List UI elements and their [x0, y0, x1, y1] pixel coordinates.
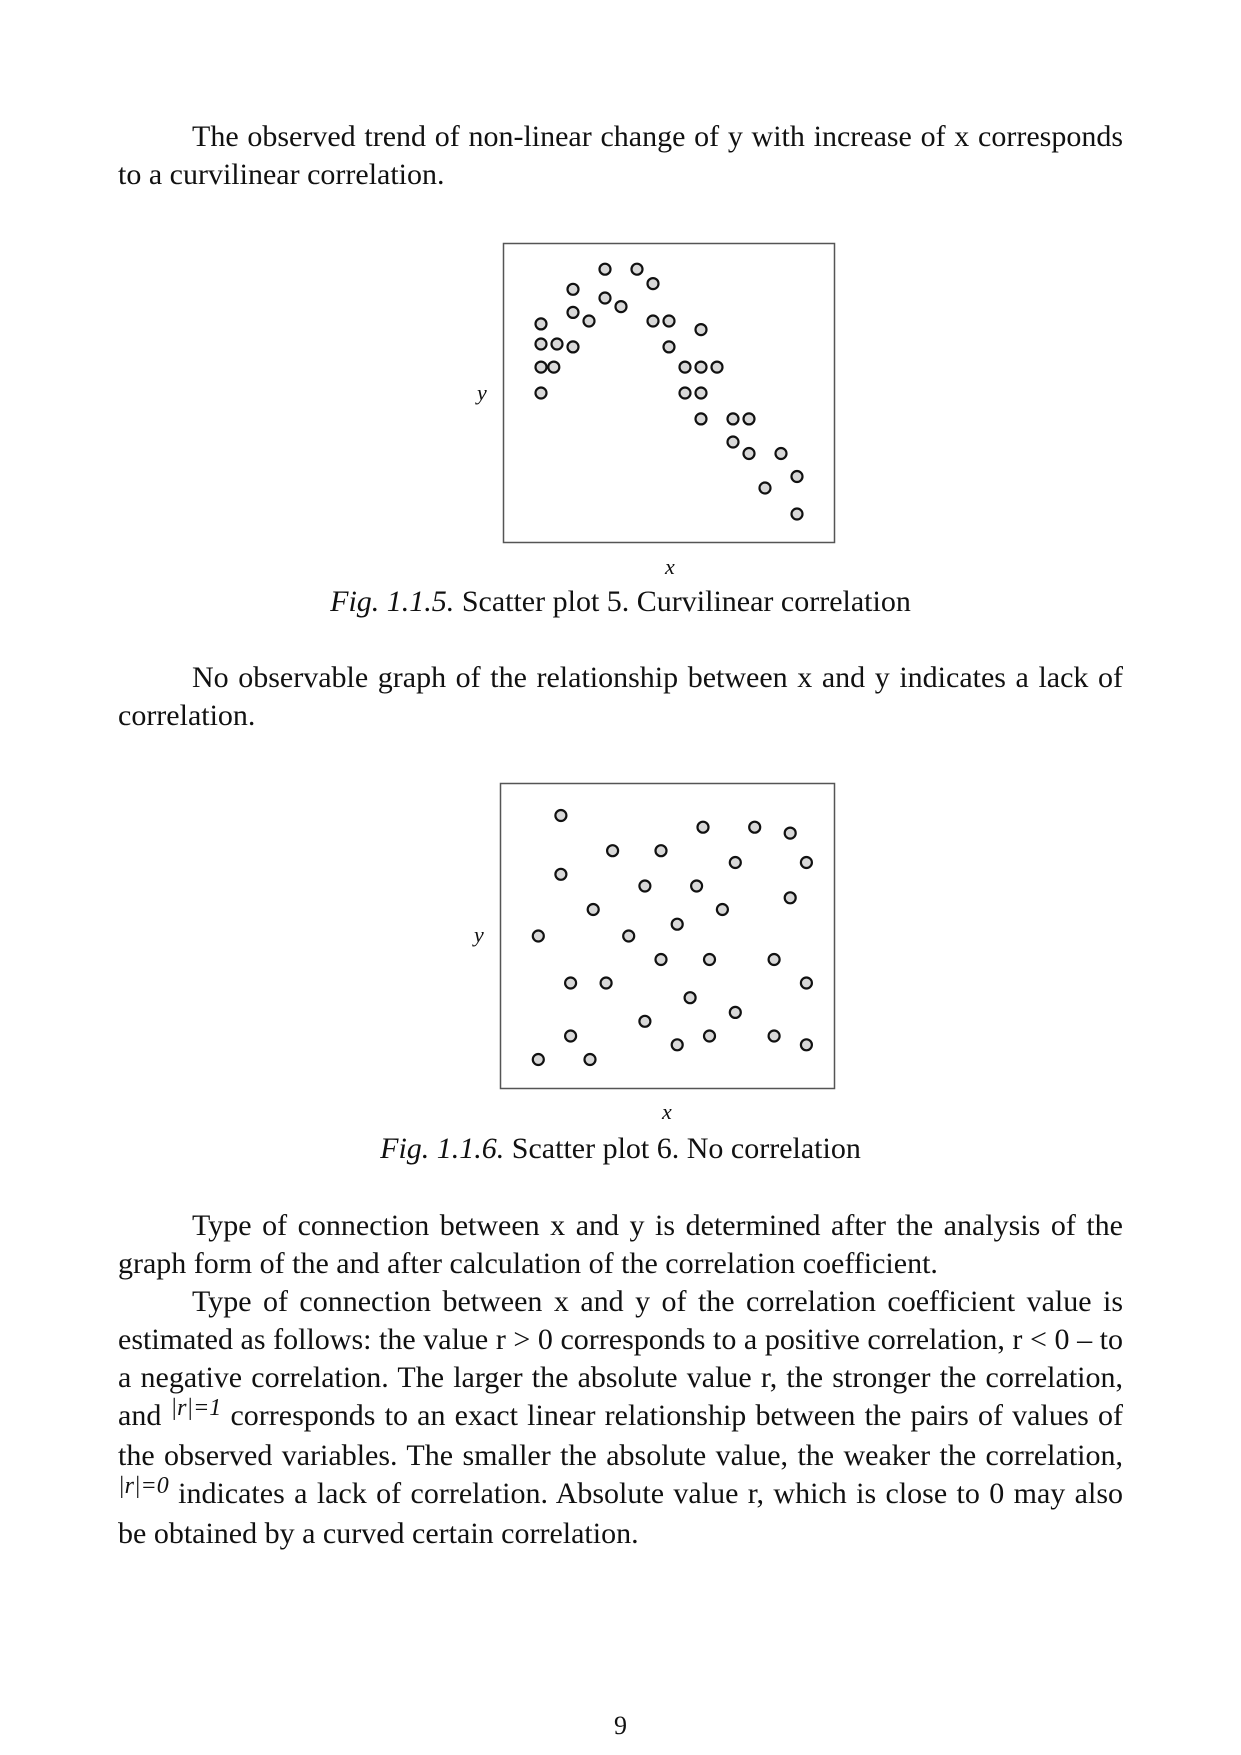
scatter-point	[776, 448, 787, 459]
scatter-point	[717, 904, 728, 915]
scatter-point	[536, 318, 547, 329]
scatter-point	[588, 904, 599, 915]
scatter-point	[704, 954, 715, 965]
scatter-point	[601, 978, 612, 989]
scatter-point	[672, 919, 683, 930]
scatter-point	[730, 857, 741, 868]
scatter-point	[728, 413, 739, 424]
scatter-point	[744, 448, 755, 459]
paragraph-text: Type of connection between x and y is determined after the analysis of the graph form of the and after calculation of the correlation coefficient.	[118, 1209, 1123, 1280]
scatter-point	[760, 483, 771, 494]
scatter-point	[648, 278, 659, 289]
scatter-point	[607, 845, 618, 856]
paragraph-curvilinear	[118, 118, 1123, 194]
scatter-point	[533, 1054, 544, 1065]
page-number: 9	[614, 1711, 627, 1740]
scatter-point	[785, 828, 796, 839]
scatter-point	[785, 892, 796, 903]
scatter-point	[696, 413, 707, 424]
scatter-point	[691, 881, 702, 892]
paragraph-text: corresponds to an exact linear relationship between the pairs of values of the observed variables. The smaller the absolute value, the weaker the correlation,	[118, 1399, 1124, 1472]
figure6-caption-text: Scatter plot 6. No correlation	[504, 1132, 861, 1165]
scatter-point	[623, 931, 634, 942]
scatter-point	[712, 362, 723, 373]
paragraph-no-correlation	[118, 659, 1123, 735]
abs-r-equals-one: |r|=1	[170, 1395, 222, 1421]
scatter-point	[696, 388, 707, 399]
scatter-point	[548, 362, 559, 373]
scatter-point	[600, 293, 611, 304]
figure5-caption-text: Scatter plot 5. Curvilinear correlation	[454, 585, 911, 618]
scatter-point	[552, 339, 563, 350]
scatter-point	[696, 324, 707, 335]
scatter-point	[536, 388, 547, 399]
scatter-point	[704, 1031, 715, 1042]
scatter-point	[565, 978, 576, 989]
figure5-caption-number: Fig. 1.1.5.	[330, 585, 455, 618]
scatter-point	[801, 857, 812, 868]
scatter-point	[656, 954, 667, 965]
scatter-point	[680, 362, 691, 373]
scatter-point	[769, 954, 780, 965]
figure6-caption	[0, 1131, 1241, 1167]
figure5-y-label: y	[477, 380, 487, 405]
scatter-point	[533, 931, 544, 942]
scatter-point	[696, 362, 707, 373]
scatter-point	[801, 1039, 812, 1050]
scatter-point	[616, 301, 627, 312]
scatter-point	[568, 284, 579, 295]
scatter-point	[744, 413, 755, 424]
scatter-point	[555, 810, 566, 821]
figure5-caption	[0, 584, 1241, 620]
scatter-point	[728, 437, 739, 448]
paragraph-coefficient	[118, 1283, 1123, 1553]
scatter-plot-5	[503, 243, 835, 543]
scatter-point	[584, 316, 595, 327]
scatter-point	[648, 316, 659, 327]
scatter-point	[672, 1039, 683, 1050]
scatter-point	[664, 316, 675, 327]
scatter-point	[536, 339, 547, 350]
figure6-y-label: y	[474, 922, 484, 947]
paragraph-text: Type of connection between x and y of the correlation coefficient value is estimated as follows: the value r > 0 corresponds to a positive correlation, r < 0 – to a negative correlation. The larger the absolute value r, the stronger the correlation, and	[118, 1285, 1123, 1432]
scatter-point	[730, 1007, 741, 1018]
scatter-point	[792, 471, 803, 482]
scatter-point	[565, 1031, 576, 1042]
paragraph-text: The observed trend of non-linear change of y with increase of x corresponds to a curvilinear correlation.	[118, 120, 1123, 191]
paragraph-connection-type	[118, 1207, 1123, 1283]
scatter-point	[639, 881, 650, 892]
plot-frame	[501, 784, 835, 1089]
figure5-x-label: x	[665, 554, 675, 579]
scatter-point	[664, 341, 675, 352]
scatter-plot-6	[500, 783, 835, 1089]
scatter-point	[656, 845, 667, 856]
scatter-point	[769, 1031, 780, 1042]
scatter-point	[632, 264, 643, 275]
scatter-point	[685, 992, 696, 1003]
figure6-caption-number: Fig. 1.1.6.	[380, 1132, 505, 1165]
paragraph-text: indicates a lack of correlation. Absolute value r, which is close to 0 may also be obtained by a curved certain correlation.	[118, 1477, 1124, 1550]
scatter-point	[600, 264, 611, 275]
scatter-point	[801, 978, 812, 989]
abs-r-equals-zero: |r|=0	[118, 1473, 169, 1499]
paragraph-text: No observable graph of the relationship between x and y indicates a lack of correlation.	[118, 661, 1123, 732]
scatter-point	[555, 869, 566, 880]
scatter-point	[568, 341, 579, 352]
scatter-point	[568, 307, 579, 318]
scatter-point	[749, 822, 760, 833]
scatter-point	[536, 362, 547, 373]
scatter-point	[792, 509, 803, 520]
scatter-point	[639, 1016, 650, 1027]
figure6-x-label: x	[662, 1099, 672, 1124]
scatter-point	[680, 388, 691, 399]
plot-frame	[504, 244, 835, 543]
scatter-point	[698, 822, 709, 833]
scatter-point	[585, 1054, 596, 1065]
